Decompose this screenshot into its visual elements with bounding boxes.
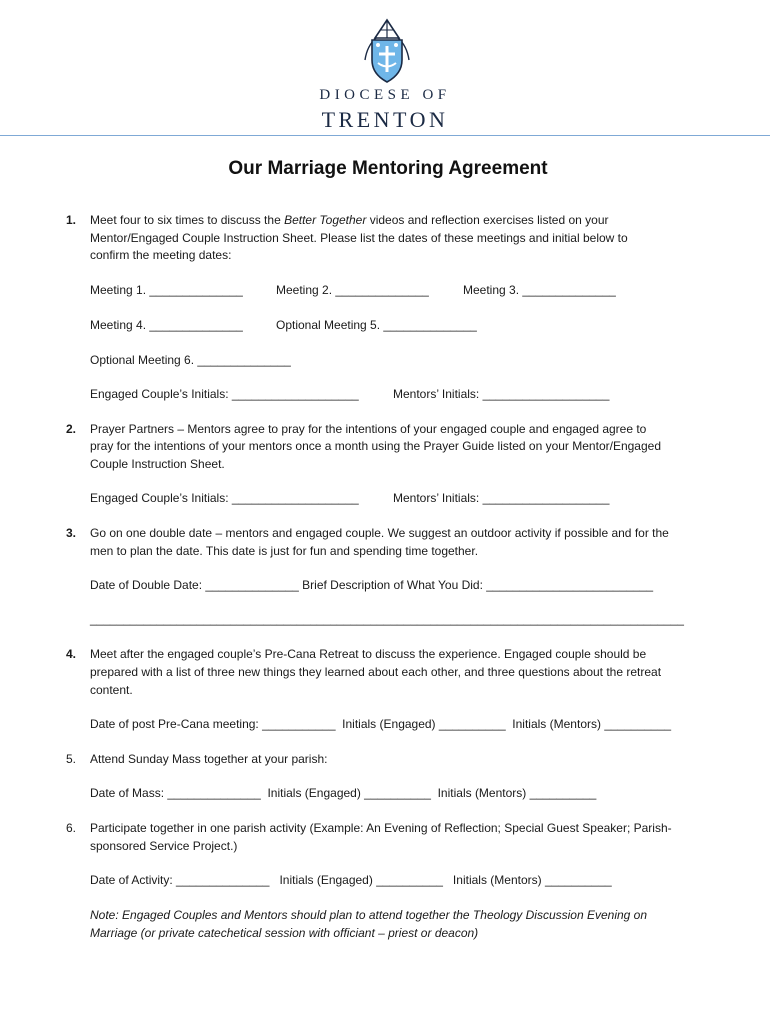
org-name-line1: DIOCESE OF — [319, 87, 451, 103]
item-3-text-line1: Go on one double date – mentors and engaged couple. We suggest an outdoor activity if possible and for the — [90, 526, 669, 540]
org-name-line2: TRENTON — [321, 107, 449, 132]
item-1-engaged-initials-field[interactable]: Engaged Couple’s Initials: ___________________ — [90, 387, 359, 401]
pre-cana-meeting-field[interactable]: Date of post Pre-Cana meeting: ___________ Initials (Engaged) __________ Initials (Mentors) __________ — [90, 717, 672, 731]
diocese-crest-logo — [361, 16, 413, 86]
item-1-text-line2: Mentor/Engaged Couple Instruction Sheet. Please list the dates of these meetings and initial below to — [90, 231, 628, 245]
item-6-text-line1: Participate together in one parish activity (Example: An Evening of Reflection; Special Guest Speaker; Parish- — [90, 821, 672, 835]
item-2-engaged-initials-field[interactable]: Engaged Couple’s Initials: ___________________ — [90, 491, 359, 505]
note-line1: Note: Engaged Couples and Mentors should plan to attend together the Theology Discussion Evening on — [90, 908, 648, 922]
item-3-number: 3. — [66, 526, 77, 540]
header-divider — [0, 135, 770, 136]
item-2-mentor-initials-field[interactable]: Mentors’ Initials: ___________________ — [393, 491, 610, 505]
page-title: Our Marriage Mentoring Agreement — [228, 158, 548, 179]
item-1-text-title: Better Together — [284, 213, 367, 227]
note-line2: Marriage (or private catechetical session with officiant – priest or deacon) — [90, 926, 479, 940]
item-4-text-line2: prepared with a list of three new things they learned about each other, and three questions about the retreat — [90, 665, 662, 679]
meeting-2-field[interactable]: Meeting 2. ______________ — [276, 283, 429, 297]
item-4-text-line3: content. — [90, 683, 133, 697]
item-2-text-line1: Prayer Partners – Mentors agree to pray for the intentions of your engaged couple and engaged agree to — [90, 422, 647, 436]
item-4-number: 4. — [66, 647, 77, 661]
item-4-text-line1: Meet after the engaged couple’s Pre-Cana Retreat to discuss the experience. Engaged couple should be — [90, 647, 647, 661]
meeting-3-field[interactable]: Meeting 3. ______________ — [463, 283, 616, 297]
meeting-5-field[interactable]: Optional Meeting 5. ______________ — [276, 318, 477, 332]
item-3-text-line2: men to plan the date. This date is just for fun and spending time together. — [90, 544, 479, 558]
item-1-mentor-initials-field[interactable]: Mentors’ Initials: ___________________ — [393, 387, 610, 401]
item-1-text-a: Meet four to six times to discuss the — [90, 213, 285, 227]
double-date-description-line[interactable]: _________________________________________________________________________________________ — [90, 612, 684, 626]
mass-date-field[interactable]: Date of Mass: ______________ Initials (Engaged) __________ Initials (Mentors) __________ — [90, 786, 597, 800]
item-5-text-line1: Attend Sunday Mass together at your parish: — [90, 752, 328, 766]
meeting-1-field[interactable]: Meeting 1. ______________ — [90, 283, 243, 297]
meeting-6-field[interactable]: Optional Meeting 6. ______________ — [90, 353, 291, 367]
item-2-text-line2: pray for the intentions of your mentors once a month using the Prayer Guide listed on your Mentor/Engaged — [90, 439, 661, 453]
double-date-field[interactable]: Date of Double Date: ______________ Brief Description of What You Did: _________________________ — [90, 578, 654, 592]
item-1-text-line1 — [90, 211, 609, 229]
item-1-text-line3: confirm the meeting dates: — [90, 248, 232, 262]
meeting-4-field[interactable]: Meeting 4. ______________ — [90, 318, 243, 332]
item-1-text-b: videos and reflection exercises listed on your — [366, 213, 609, 227]
activity-date-field[interactable]: Date of Activity: ______________ Initials (Engaged) __________ Initials (Mentors) __________ — [90, 873, 612, 887]
item-5-number: 5. — [66, 752, 77, 766]
item-6-text-line2: sponsored Service Project.) — [90, 839, 238, 853]
item-2-number: 2. — [66, 422, 77, 436]
item-1-number: 1. — [66, 213, 77, 227]
item-6-number: 6. — [66, 821, 77, 835]
item-2-text-line3: Couple Instruction Sheet. — [90, 457, 225, 471]
